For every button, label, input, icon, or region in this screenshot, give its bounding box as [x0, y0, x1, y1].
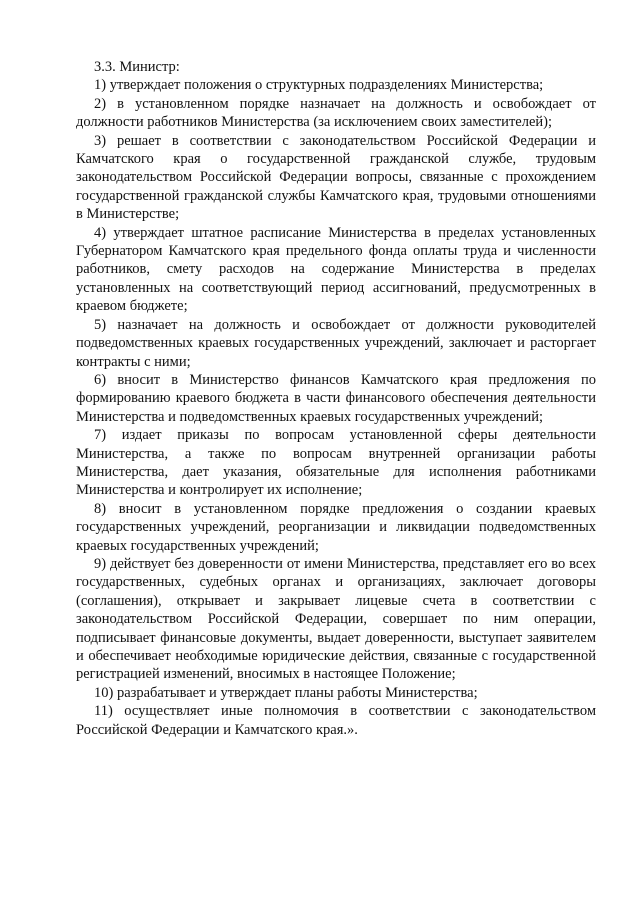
- list-item-3: 3) решает в соответствии с законодательством Российской Федерации и Камчатского края о государственной гражданской службе, трудовым законодательством Российской Федерации вопросы, связанные с прохождением государственной гражданской службы Камчатского края, трудовыми отношениями в Министерстве;: [76, 132, 596, 223]
- list-item-7: 7) издает приказы по вопросам установленной сферы деятельности Министерства, а также по вопросам внутренней организации работы Министерства, дает указания, обязательные для исполнения работниками Министерства и контролирует их исполнение;: [76, 427, 596, 499]
- list-item-8: 8) вносит в установленном порядке предложения о создании краевых государственных учреждений, реорганизации и ликвидации подведомственных краевых государственных учреждений;: [76, 500, 596, 554]
- list-item-4: 4) утверждает штатное расписание Министерства в пределах установленных Губернатором Камчатского края предельного фонда оплаты труда и численности работников, смету расходов на содержание Министерства в пределах установленных на соответствующий период ассигнований, предусмотренных в краевом бюджете;: [76, 224, 596, 315]
- list-item-9: 9) действует без доверенности от имени Министерства, представляет его во всех государственных, судебных органах и организациях, заключает договоры (соглашения), открывает и закрывает лицевые счета в соответствии с законодательством Российской Федерации, совершает по ним операции, подписывает финансовые документы, выдает доверенности, выступает заявителем и обеспечивает необходимые юридические действия, связанные с государственной регистрацией изменений, вносимых в настоящее Положение;: [76, 555, 596, 683]
- list-item-2: 2) в установленном порядке назначает на должность и освобождает от должности работников Министерства (за исключением своих заместителей);: [76, 95, 596, 131]
- document-page: [76, 58, 596, 739]
- list-item-1: 1) утверждает положения о структурных подразделениях Министерства;: [94, 77, 544, 94]
- list-item-11: 11) осуществляет иные полномочия в соответствии с законодательством Российской Федерации и Камчатского края.».: [76, 703, 596, 738]
- list-item-10: 10) разрабатывает и утверждает планы работы Министерства;: [94, 684, 478, 701]
- section-heading: 3.3. Министр:: [94, 59, 180, 75]
- list-item-5: 5) назначает на должность и освобождает от должности руководителей подведомственных краевых государственных учреждений, заключает и расторгает контракты с ними;: [76, 316, 596, 370]
- list-item-6: 6) вносит в Министерство финансов Камчатского края предложения по формированию краевого бюджета в части финансового обеспечения деятельности Министерства и подведомственных краевых государственных учреждений;: [76, 371, 596, 425]
